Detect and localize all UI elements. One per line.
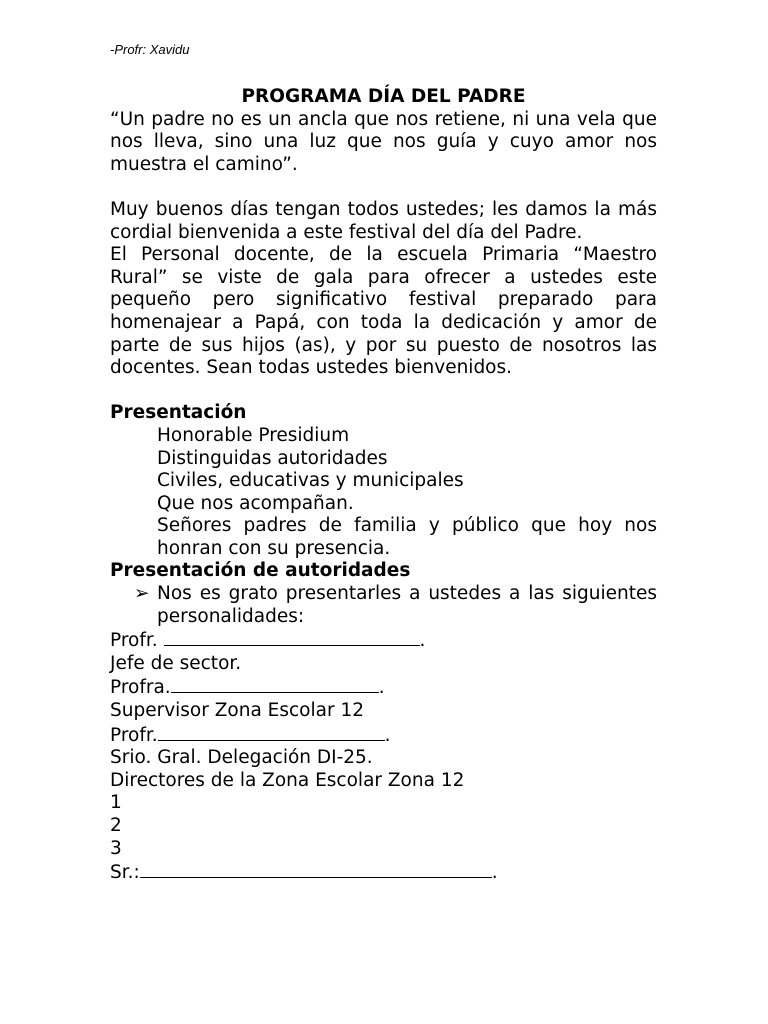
director-number: 3 — [110, 837, 122, 859]
presentacion-line: Distinguidas autoridades — [157, 447, 388, 469]
profra-line — [110, 675, 657, 700]
document-title: PROGRAMA DÍA DEL PADRE — [241, 86, 526, 107]
sr-line — [110, 860, 657, 885]
supervisor-line: Supervisor Zona Escolar 12 — [110, 700, 364, 722]
profr-line-1 — [110, 628, 657, 653]
spacer — [110, 380, 657, 403]
spacer — [110, 176, 657, 199]
period: . — [378, 677, 385, 699]
name-blank-line — [158, 723, 385, 741]
sr-label: Sr.: — [110, 862, 140, 884]
directores-line: Directores de la Zona Escolar Zona 12 — [110, 769, 465, 791]
profr-label: Profr. — [110, 724, 158, 746]
profr-line-2 — [110, 723, 657, 748]
arrow-bullet-icon: ➢ — [134, 583, 150, 605]
name-blank-line — [140, 860, 492, 878]
bullet-text: Nos es grato presentarles a ustedes a las siguientes personalidades: — [157, 583, 657, 627]
presentacion-line: Que nos acompañan. — [157, 492, 354, 514]
name-blank-line — [171, 675, 379, 693]
presentacion-closing: Señores padres de familia y público que hoy nos honran con su presencia. — [157, 515, 657, 559]
jefe-sector-line: Jefe de sector. — [110, 652, 242, 674]
period: . — [491, 862, 498, 884]
presentacion-line: Honorable Presidium — [157, 424, 350, 446]
srio-line: Srio. Gral. Delegación DI-25. — [110, 747, 373, 769]
director-number: 1 — [110, 792, 122, 814]
autoridades-bullet-item — [110, 583, 657, 628]
profr-label: Profr. — [110, 630, 164, 652]
name-blank-line — [164, 628, 420, 646]
presentacion-heading: Presentación — [110, 402, 247, 424]
document-body — [110, 86, 657, 885]
author-note: -Profr: Xavidu — [110, 42, 190, 57]
autoridades-heading: Presentación de autoridades — [110, 560, 411, 582]
presentacion-line: Civiles, educativas y municipales — [157, 470, 464, 492]
profra-label: Profra. — [110, 677, 171, 699]
welcome-paragraph-2: El Personal docente, de la escuela Primaria “Maestro Rural” se viste de gala para ofrecer a ustedes este pequeño pero significativo festival preparado para homenajear a Papá, con toda la dedicación y amor de parte de sus hijos (as), y por su puesto de nosotros las docentes. Sean todas ustedes bienvenidos. — [110, 244, 657, 379]
director-number: 2 — [110, 815, 122, 836]
opening-quote: “Un padre no es un ancla que nos retiene, ni una vela que nos lleva, sino una luz que nos guía y cuyo amor nos muestra el camino”. — [110, 108, 657, 175]
period: . — [419, 630, 426, 652]
period: . — [384, 724, 391, 746]
welcome-paragraph-1: Muy buenos días tengan todos ustedes; les damos la más cordial bienvenida a este festival del día del Padre. — [110, 198, 657, 243]
